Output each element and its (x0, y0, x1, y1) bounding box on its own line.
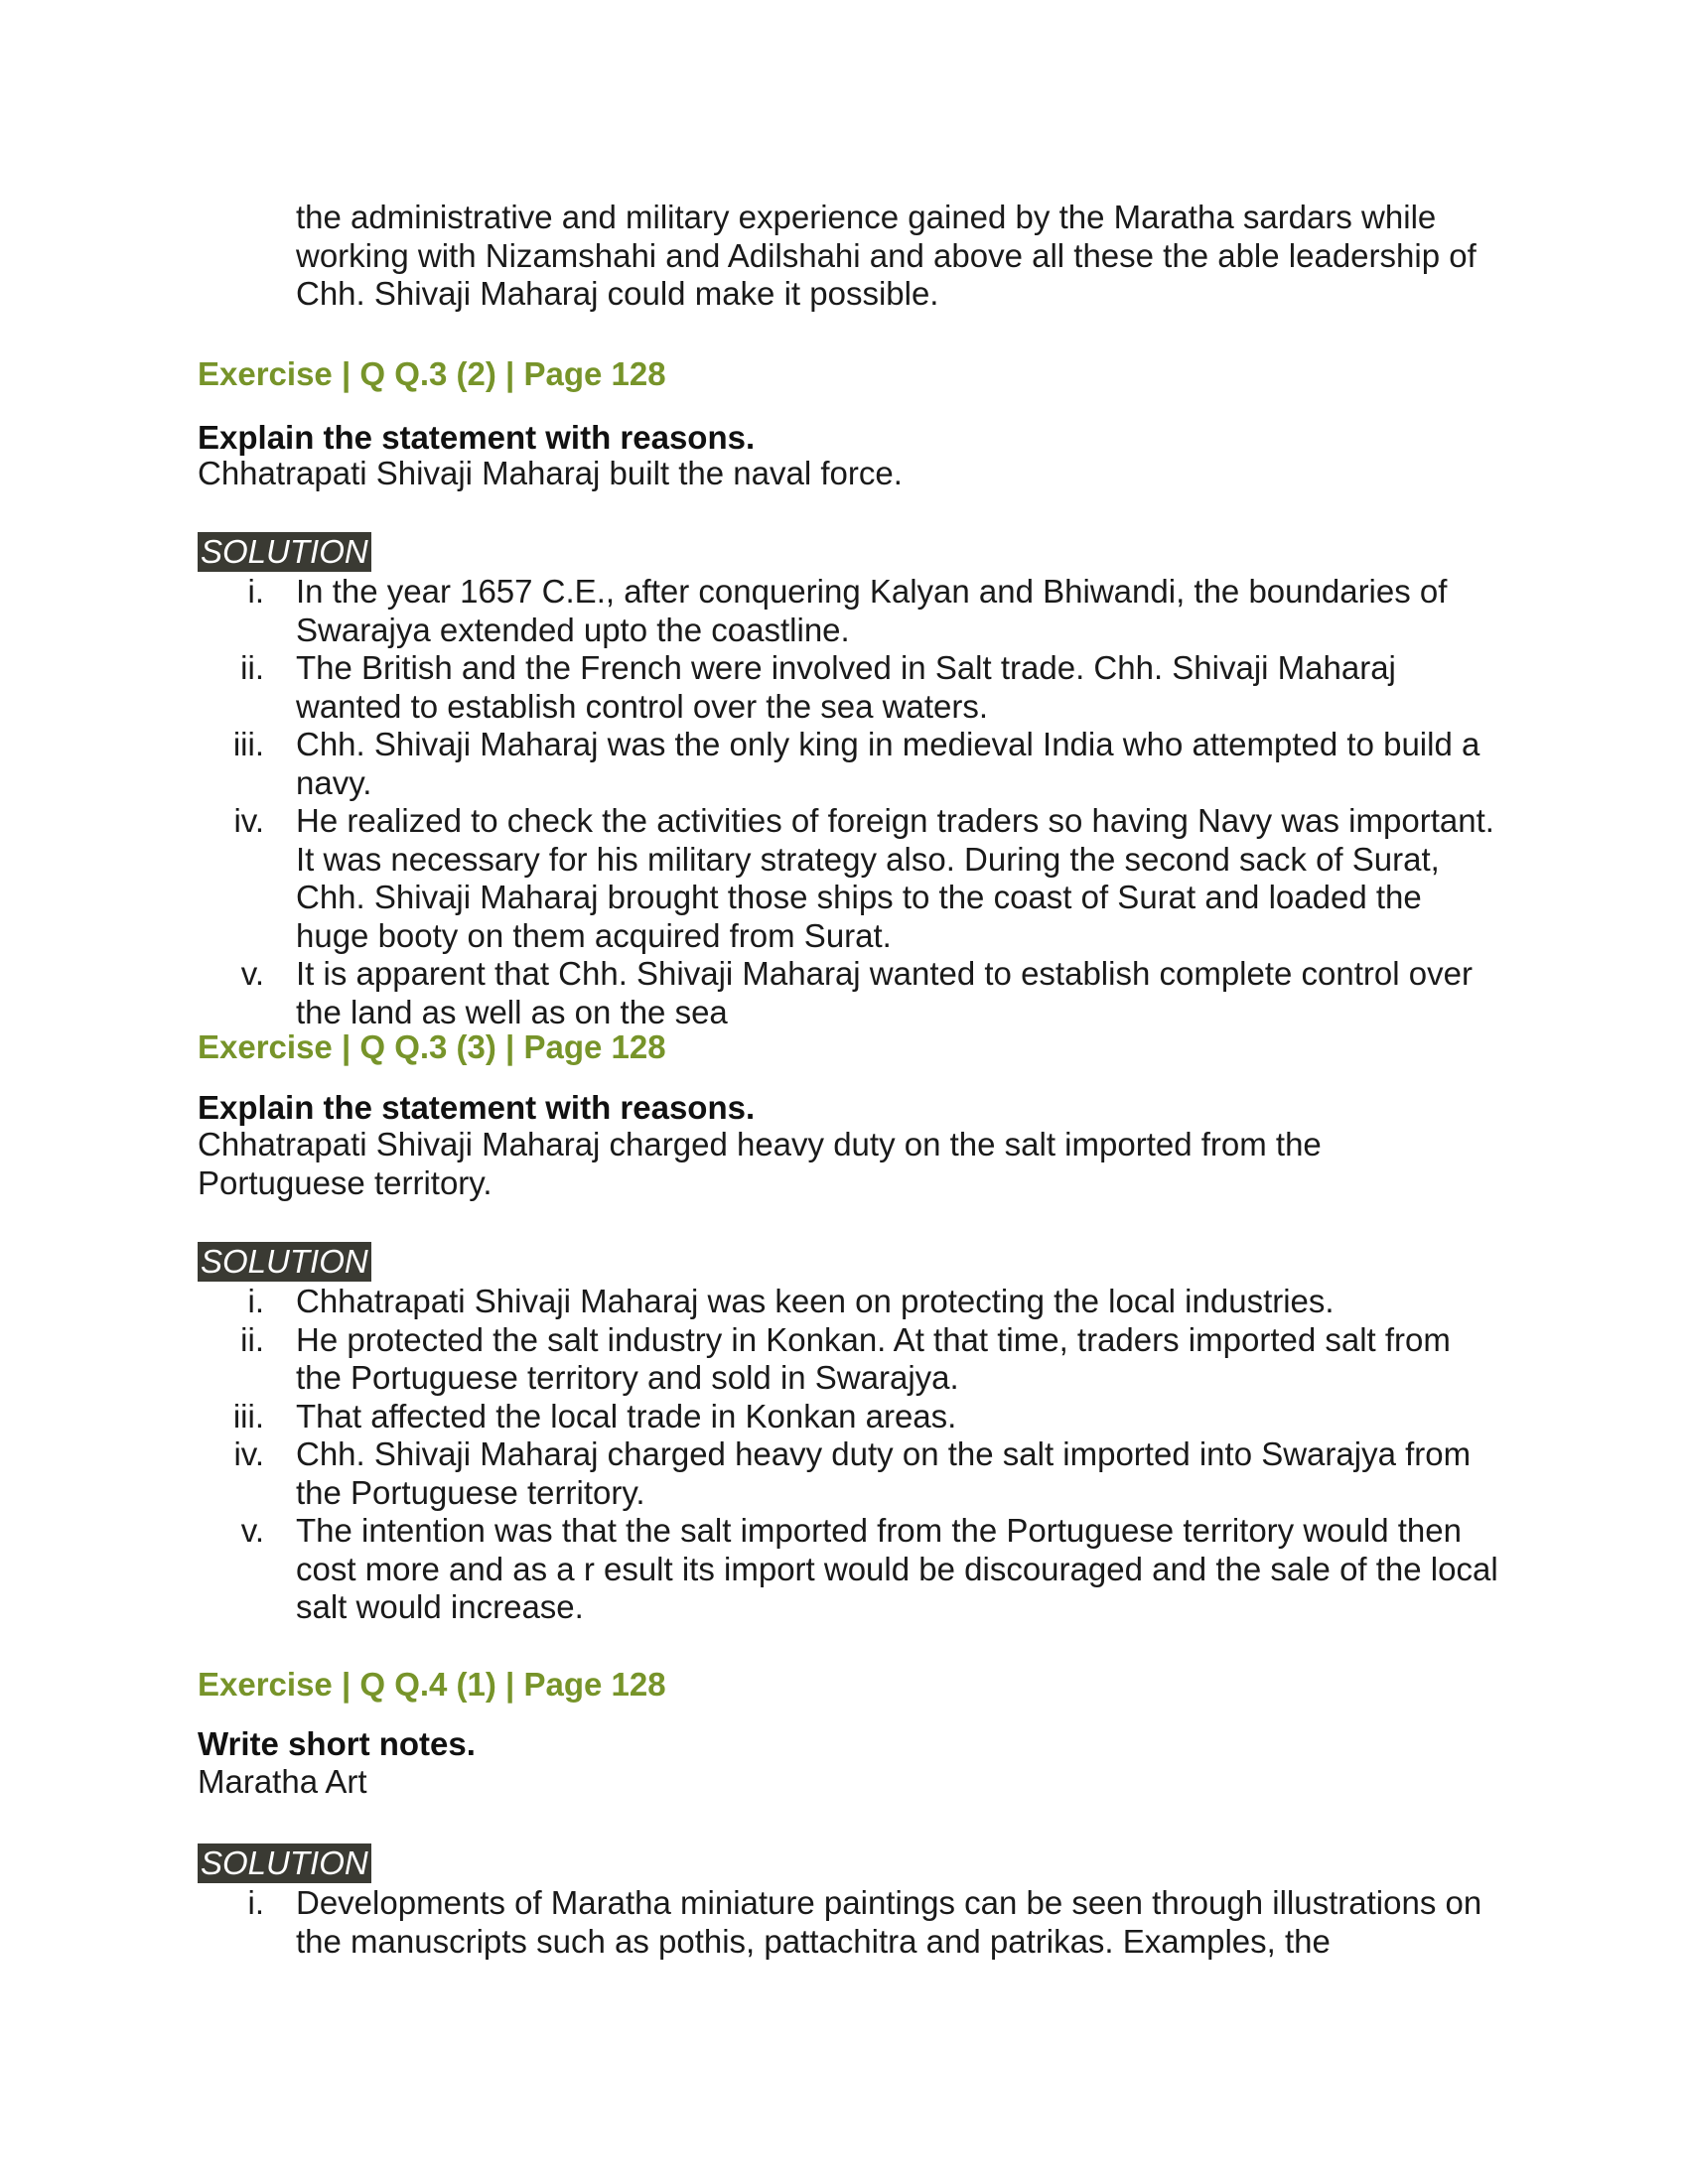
solution-label: SOLUTION (198, 532, 371, 572)
solution-list (198, 573, 1498, 1031)
item-number: ii. (240, 1320, 264, 1358)
list-item (198, 573, 1498, 649)
item-number: v. (240, 1512, 264, 1549)
item-text: In the year 1657 C.E., after conquering Kalyan and Bhiwandi, the boundaries of Swarajya extended upto the coastline. (296, 573, 1448, 648)
item-text: It is apparent that Chh. Shivaji Maharaj wanted to establish complete control over the land as well as on the sea (296, 955, 1473, 1030)
item-text: He realized to check the activities of foreign traders so having Navy was important. It was necessary for his military strategy also. During the second sack of Surat, Chh. Shivaji Maharaj brought those ships to the coast of Surat and loaded the huge booty on them acquired from Surat. (296, 802, 1494, 954)
list-item (198, 955, 1498, 1031)
list-item (198, 1435, 1498, 1512)
item-number: i. (247, 1884, 264, 1921)
item-number: iii. (232, 726, 264, 762)
section-heading: Exercise | Q Q.4 (1) | Page 128 (198, 1666, 666, 1703)
item-number: iii. (232, 1397, 264, 1434)
question-prompt: Explain the statement with reasons. (198, 419, 756, 456)
question-prompt: Explain the statement with reasons. (198, 1089, 756, 1126)
item-number: ii. (240, 649, 264, 686)
item-text: The British and the French were involved in Salt trade. Chh. Shivaji Maharaj wanted to establish control over the sea waters. (296, 649, 1396, 725)
section-heading: Exercise | Q Q.3 (2) | Page 128 (198, 355, 666, 392)
item-number: iv. (233, 802, 264, 839)
list-item (198, 802, 1498, 955)
list-item (198, 1321, 1498, 1398)
item-number: iv. (233, 1435, 264, 1472)
list-item (198, 1512, 1498, 1627)
question-prompt: Write short notes. (198, 1725, 476, 1762)
item-text: Developments of Maratha miniature paintings can be seen through illustrations on the manuscripts such as pothis, pattachitra and patrikas. Examples, the (296, 1884, 1482, 1960)
solution-list (198, 1283, 1498, 1627)
question-statement: Chhatrapati Shivaji Maharaj built the naval force. (198, 455, 903, 491)
question-statement: Chhatrapati Shivaji Maharaj charged heavy duty on the salt imported from the Portuguese territory. (198, 1126, 1322, 1201)
item-number: i. (247, 573, 264, 610)
item-text: Chh. Shivaji Maharaj charged heavy duty on the salt imported into Swarajya from the Portuguese territory. (296, 1435, 1472, 1511)
solution-label: SOLUTION (198, 1843, 371, 1883)
item-text: That affected the local trade in Konkan areas. (296, 1397, 957, 1434)
solution-label: SOLUTION (198, 1242, 371, 1282)
list-item (198, 726, 1498, 802)
item-text: The intention was that the salt imported from the Portuguese territory would then cost more and as a r esult its import would be discouraged and the sale of the local salt would increase. (296, 1512, 1498, 1625)
item-number: i. (247, 1283, 264, 1319)
intro-paragraph: the administrative and military experience gained by the Maratha sardars while working with Nizamshahi and Adilshahi and above all these the able leadership of Chh. Shivaji Maharaj could make it possible. (296, 199, 1477, 312)
list-item (198, 1283, 1498, 1321)
list-item (198, 1884, 1498, 1961)
item-text: Chhatrapati Shivaji Maharaj was keen on protecting the local industries. (296, 1283, 1335, 1319)
question-statement: Maratha Art (198, 1763, 367, 1800)
section-heading: Exercise | Q Q.3 (3) | Page 128 (198, 1028, 666, 1065)
list-item (198, 649, 1498, 726)
solution-list (198, 1884, 1498, 1961)
item-text: He protected the salt industry in Konkan. At that time, traders imported salt from the Portuguese territory and sold in Swarajya. (296, 1320, 1451, 1396)
item-number: v. (240, 955, 264, 992)
list-item (198, 1398, 1498, 1436)
item-text: Chh. Shivaji Maharaj was the only king in medieval India who attempted to build a navy. (296, 726, 1480, 801)
